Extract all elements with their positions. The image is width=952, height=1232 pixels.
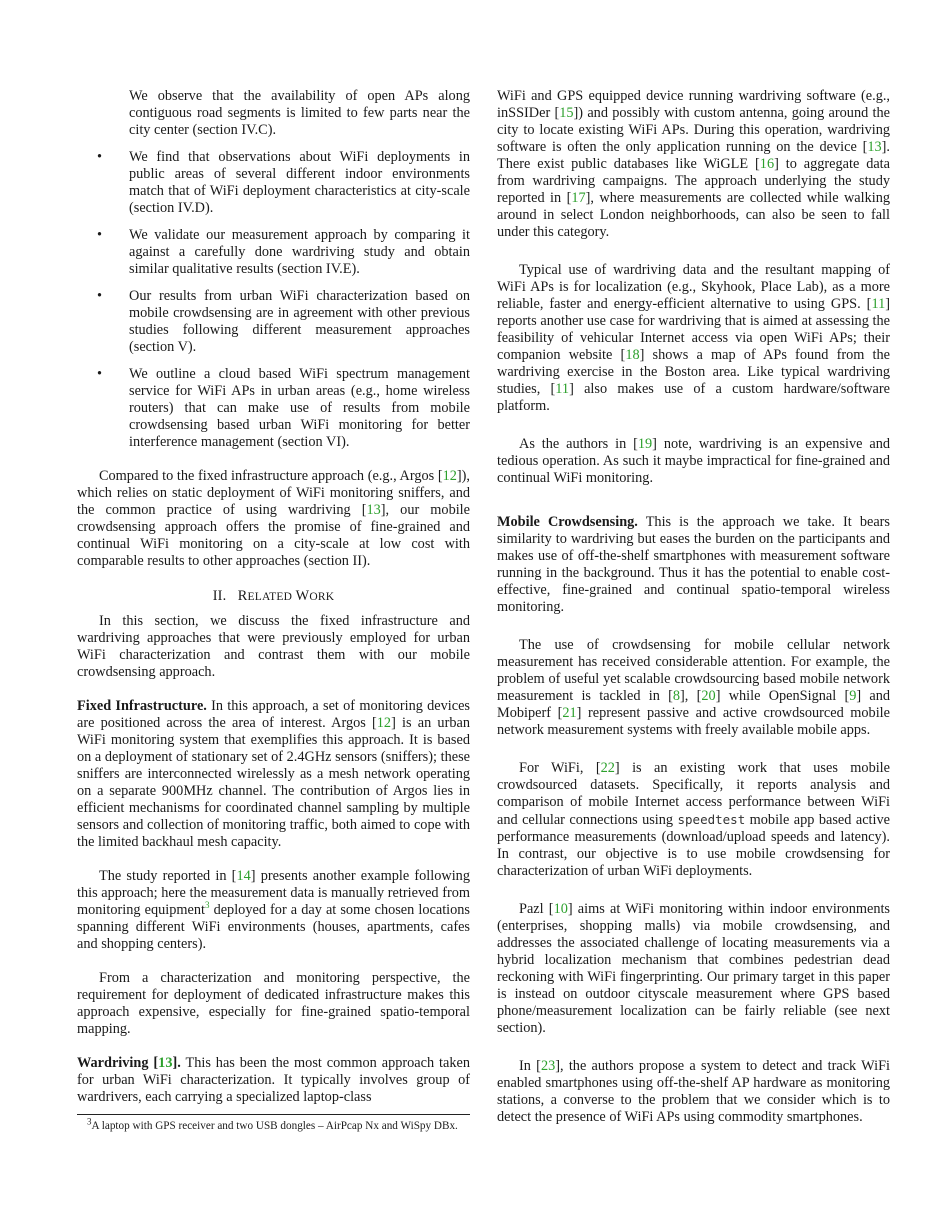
contribution-item: • We outline a cloud based WiFi spectrum management service for WiFi APs in urban areas (e.g., home wireless routers) that can make use of results from mobile crowdsensing based urban WiFi monitoring for better interference management (section VI). <box>97 366 470 450</box>
section-heading: II. RELATED WORK <box>212 588 335 604</box>
section-intro-paragraph: In this section, we discuss the fixed infrastructure and wardriving approaches that were previously employed for urban WiFi characterization and contrast them with our mobile crowdsensing approach. <box>77 613 470 680</box>
citation-link[interactable]: 13 <box>158 1055 173 1071</box>
wardriving-continued-paragraph: WiFi and GPS equipped device running wardriving software (e.g., inSSIDer [15]) and possibly with custom antenna, going around the city to locate existing WiFi APs. During this operation, wardriving software is often the only application running on the device [13]. There exist public databases like WiGLE [16] to aggregate data from wardriving campaigns. The approach underlying the study reported in [17], where measurements are collected while walking around in select London neighborhoods, can also be seen to fall under this category. <box>497 88 891 240</box>
footnote-divider <box>77 1114 470 1115</box>
contribution-item: • Our results from urban WiFi characterization based on mobile crowdsensing are in agreement with other previous studies following different measurement approaches (section V). <box>97 288 470 355</box>
citation-link[interactable]: 11 <box>555 381 570 397</box>
contribution-item: We observe that the availability of open APs along contiguous road segments is limited to few parts near the city center (section IV.C). <box>129 88 470 138</box>
localization-paragraph: Typical use of wardriving data and the resultant mapping of WiFi APs is for localization (e.g., Skyhook, Place Lab), as a more reliable, faster and energy-efficient alternative to using GPS. [11] reports another use case for wardriving that is aimed at assessing the feasibility of vehicular Internet access via open WiFi APs; their companion website [18] shows a map of APs found from the wardriving exercise in the Boston area. Like typical wardriving studies, [11] also makes use of a custom hardware/software platform. <box>497 262 891 414</box>
citation-link[interactable]: 15 <box>559 105 574 121</box>
wardriving-cost-paragraph: As the authors in [19] note, wardriving is an expensive and tedious operation. As such it maybe impractical for fine-grained and continual WiFi monitoring. <box>497 436 891 486</box>
wifi-crowdsourced-paragraph: For WiFi, [22] is an existing work that uses mobile crowdsourced datasets. Specifically, it reports analysis and comparison of mobile Internet access performance between WiFi and cellular connections using speedtest mobile app based active performance measurements (download/upload speeds and latency). In contrast, our objective is to use mobile crowdsensing for characterization of urban WiFi deployments. <box>497 760 891 879</box>
right-column <box>497 88 890 1126</box>
paragraph-lead: Mobile Crowdsensing. <box>497 514 638 530</box>
footnote-marker[interactable]: 3 <box>204 900 210 911</box>
citation-link[interactable]: 13 <box>366 502 381 518</box>
smartphone-tracking-paragraph: In [23], the authors propose a system to detect and track WiFi enabled smartphones using off-the-shelf AP hardware as monitoring stations, a converse to the problem that we consider which is to detect the presence of WiFi APs using commodity smartphones. <box>497 1058 891 1125</box>
citation-link[interactable]: 16 <box>759 156 775 172</box>
code-term: speedtest <box>677 812 746 827</box>
perspective-paragraph: From a characterization and monitoring perspective, the requirement for deployment of dedicated infrastructure makes this approach expensive, especially for fine-grained spatio-temporal mapping. <box>77 970 470 1037</box>
bullet-icon: • <box>97 288 103 304</box>
citation-link[interactable]: 19 <box>637 436 653 452</box>
fixed-infrastructure-paragraph: Fixed Infrastructure. In this approach, a set of monitoring devices are positioned across the area of interest. Argos [12] is an urban WiFi monitoring system that exemplifies this approach. It is based on a deployment of stationary set of 2.4GHz sensors (sniffers); these sniffers are interconnected wirelessly as a mesh network operating on a separate 900MHz channel. The contribution of Argos lies in efficient mechanisms for coordinated channel sampling by multiple sensors and collection of monitoring traffic, both aimed to cope with the limited backhaul mesh capacity. <box>77 698 470 850</box>
bullet-icon: • <box>97 227 103 243</box>
citation-link[interactable]: 10 <box>553 901 568 917</box>
citation-link[interactable]: 12 <box>442 468 457 484</box>
contribution-list <box>77 88 470 451</box>
citation-link[interactable]: 13 <box>867 139 882 155</box>
comparison-paragraph: Compared to the fixed infrastructure approach (e.g., Argos [12]), which relies on static deployment of WiFi monitoring sniffers, and the common practice of using wardriving [13], our mobile crowdsensing approach offers the promise of fine-grained and continual WiFi monitoring on a city-scale at low cost with comparable results to other approaches (section II). <box>77 468 471 569</box>
citation-link[interactable]: 17 <box>571 190 586 206</box>
mobile-crowdsensing-paragraph: Mobile Crowdsensing. This is the approach we take. It bears similarity to wardriving but eases the burden on the participants and makes use of off-the-shelf smartphones with measurement software running in the background. Thus it has the potential to enable cost-effective, fine-grained and continual spatio-temporal wireless monitoring. <box>497 514 890 615</box>
pazl-paragraph: Pazl [10] aims at WiFi monitoring within indoor environments (enterprises, shopping malls) via mobile crowdsensing, and addresses the associated challenge of locating measurements via a hybrid localization mechanism that combines pedestrian dead reckoning with WiFi fingerprinting. Our primary target in this paper is instead on outdoor cityscale measurement where GPS based phone/measurement localization can be fairly reliable (see next section). <box>497 901 890 1036</box>
wardriving-paragraph: Wardriving [13]. This has been the most common approach taken for urban WiFi characterization. It typically involves group of wardrivers, each carrying a specialized laptop-class <box>77 1055 470 1105</box>
citation-link[interactable]: 11 <box>871 296 886 312</box>
citation-link[interactable]: 18 <box>625 347 640 363</box>
left-column <box>77 88 470 1134</box>
citation-link[interactable]: 21 <box>562 705 577 721</box>
citation-link[interactable]: 22 <box>600 760 615 776</box>
study-paragraph: The study reported in [14] presents another example following this approach; here the measurement data is manually retrieved from monitoring equipment$^3$ deployed for a day at some chosen locations spanning different WiFi environments (houses, apartments, cafes and shopping centers). <box>77 868 470 952</box>
citation-link[interactable]: 12 <box>376 715 392 731</box>
contribution-item: • We validate our measurement approach by comparing it against a carefully done wardriving study and obtain similar qualitative results (section IV.E). <box>97 227 470 277</box>
cellular-crowdsensing-paragraph: The use of crowdsensing for mobile cellular network measurement has received considerable attention. For example, the problem of useful yet scalable crowdsourcing based mobile network measurement is tackled in [8], [20] while OpenSignal [9] and Mobiperf [21] represent passive and active crowdsourced mobile network measurement systems with freely available mobile apps. <box>497 637 891 738</box>
citation-link[interactable]: 20 <box>701 688 716 704</box>
footnote: $^3$A laptop with GPS receiver and two USB dongles – AirPcap Nx and WiSpy DBx. <box>87 1116 458 1132</box>
contribution-item: • We find that observations about WiFi deployments in public areas of several different indoor environments match that of WiFi deployment characteristics at city-scale (section IV.D). <box>97 149 470 216</box>
citation-link[interactable]: 23 <box>540 1058 556 1074</box>
citation-link[interactable]: 8 <box>672 688 681 704</box>
bullet-icon: • <box>97 149 103 165</box>
citation-link[interactable]: 14 <box>236 868 251 884</box>
bullet-icon: • <box>97 366 103 382</box>
paragraph-lead: Fixed Infrastructure. <box>77 698 207 714</box>
citation-link[interactable]: 9 <box>849 688 857 704</box>
